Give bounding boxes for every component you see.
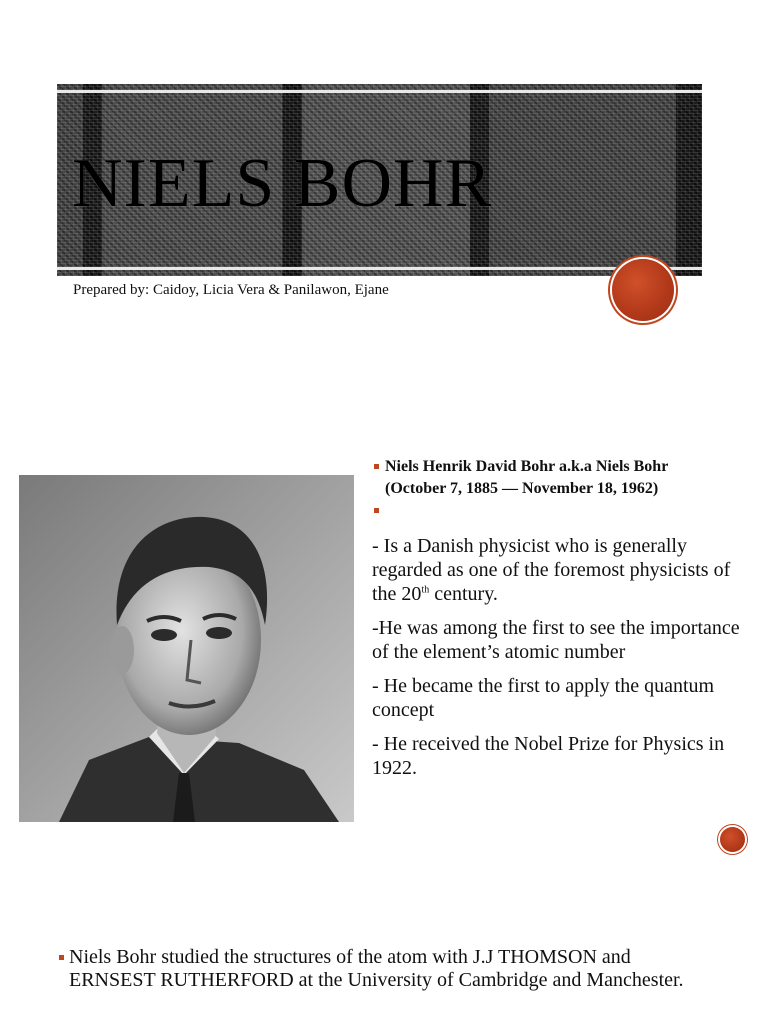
bullet-square-icon: [374, 464, 379, 469]
studies-bullet: [59, 946, 699, 992]
paragraph-atomic-number: -He was among the first to see the importance of the element’s atomic number: [372, 617, 740, 663]
portrait-photo: [19, 475, 354, 822]
banner-bottom-line: [57, 267, 702, 270]
name-bullet: [372, 456, 757, 500]
studies-slide: [0, 860, 768, 1024]
bullet-square-icon: [59, 955, 64, 960]
empty-bullet: [372, 500, 757, 528]
paragraph-physicist-end: century.: [429, 583, 498, 605]
decorative-circle-small: [720, 827, 745, 852]
paragraph-physicist-text: - Is a Danish physicist who is generally regarded as one of the foremost physicists of the 20: [372, 535, 731, 605]
studies-text: Niels Bohr studied the structures of the atom with J.J THOMSON and ERNSEST RUTHERFORD at the University of Cambridge and Manchester.: [69, 946, 684, 991]
full-name-text: Niels Henrik David Bohr a.k.a Niels Bohr: [385, 458, 669, 475]
paragraph-quantum: - He became the first to apply the quantum concept: [372, 675, 715, 721]
superscript-th: th: [421, 584, 430, 596]
banner-top-line: [57, 90, 702, 93]
biography-bullets: [372, 456, 757, 780]
paragraph-physicist: [372, 534, 757, 606]
life-dates-text: (October 7, 1885 — November 18, 1962): [385, 480, 659, 497]
decorative-circle: [612, 259, 674, 321]
paragraph-nobel: - He received the Nobel Prize for Physics in 1922.: [372, 733, 725, 779]
page-title: NIELS BOHR: [72, 145, 493, 222]
prepared-by-text: Prepared by: Caidoy, Licia Vera & Panilawon, Ejane: [73, 282, 389, 298]
bullet-square-icon: [374, 508, 379, 513]
